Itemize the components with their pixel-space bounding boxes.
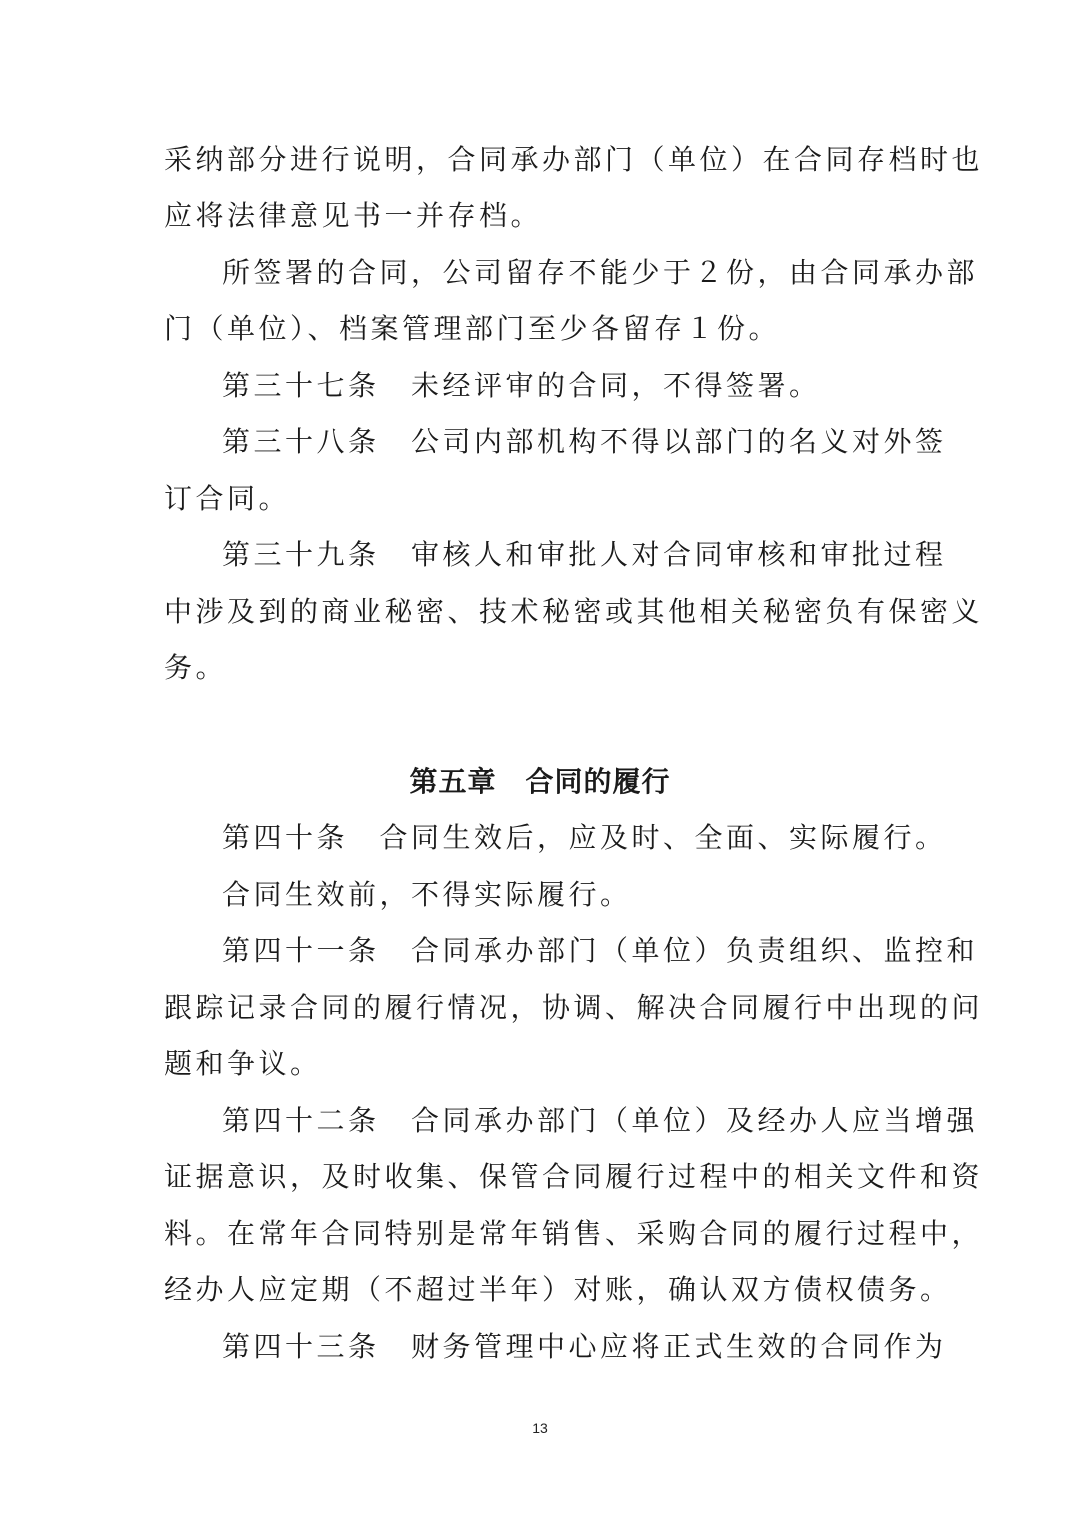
text-line: 跟踪记录合同的履行情况，协调、解决合同履行中出现的问 xyxy=(164,991,984,1024)
text-line: 合同生效前，不得实际履行。 xyxy=(222,878,632,911)
text-line: 证据意识，及时收集、保管合同履行过程中的相关文件和资 xyxy=(164,1160,984,1193)
text-line: 所签署的合同，公司留存不能少于２份，由合同承办部 xyxy=(222,256,979,289)
page-number: 13 xyxy=(532,1420,548,1436)
article-39: 第三十九条 审核人和审批人对合同审核和审批过程 xyxy=(222,538,947,571)
text-line: 料。在常年合同特别是常年销售、采购合同的履行过程中， xyxy=(164,1217,984,1250)
chapter-heading: 第五章 合同的履行 xyxy=(409,765,671,798)
article-41: 第四十一条 合同承办部门（单位）负责组织、监控和 xyxy=(222,934,979,967)
article-42: 第四十二条 合同承办部门（单位）及经办人应当增强 xyxy=(222,1104,979,1137)
text-line: 门（单位）、档案管理部门至少各留存１份。 xyxy=(164,312,781,345)
article-37: 第三十七条 未经评审的合同，不得签署。 xyxy=(222,369,821,402)
text-line: 应将法律意见书一并存档。 xyxy=(164,199,543,232)
text-line: 订合同。 xyxy=(164,482,291,515)
text-line: 务。 xyxy=(164,651,228,684)
article-38: 第三十八条 公司内部机构不得以部门的名义对外签 xyxy=(222,425,947,458)
article-40: 第四十条 合同生效后，应及时、全面、实际履行。 xyxy=(222,821,947,854)
article-43: 第四十三条 财务管理中心应将正式生效的合同作为 xyxy=(222,1330,947,1363)
text-line: 题和争议。 xyxy=(164,1047,322,1080)
text-line: 中涉及到的商业秘密、技术秘密或其他相关秘密负有保密义 xyxy=(164,595,984,628)
text-line: 经办人应定期（不超过半年）对账，确认双方债权债务。 xyxy=(164,1273,952,1306)
text-line: 采纳部分进行说明，合同承办部门（单位）在合同存档时也 xyxy=(164,143,984,176)
